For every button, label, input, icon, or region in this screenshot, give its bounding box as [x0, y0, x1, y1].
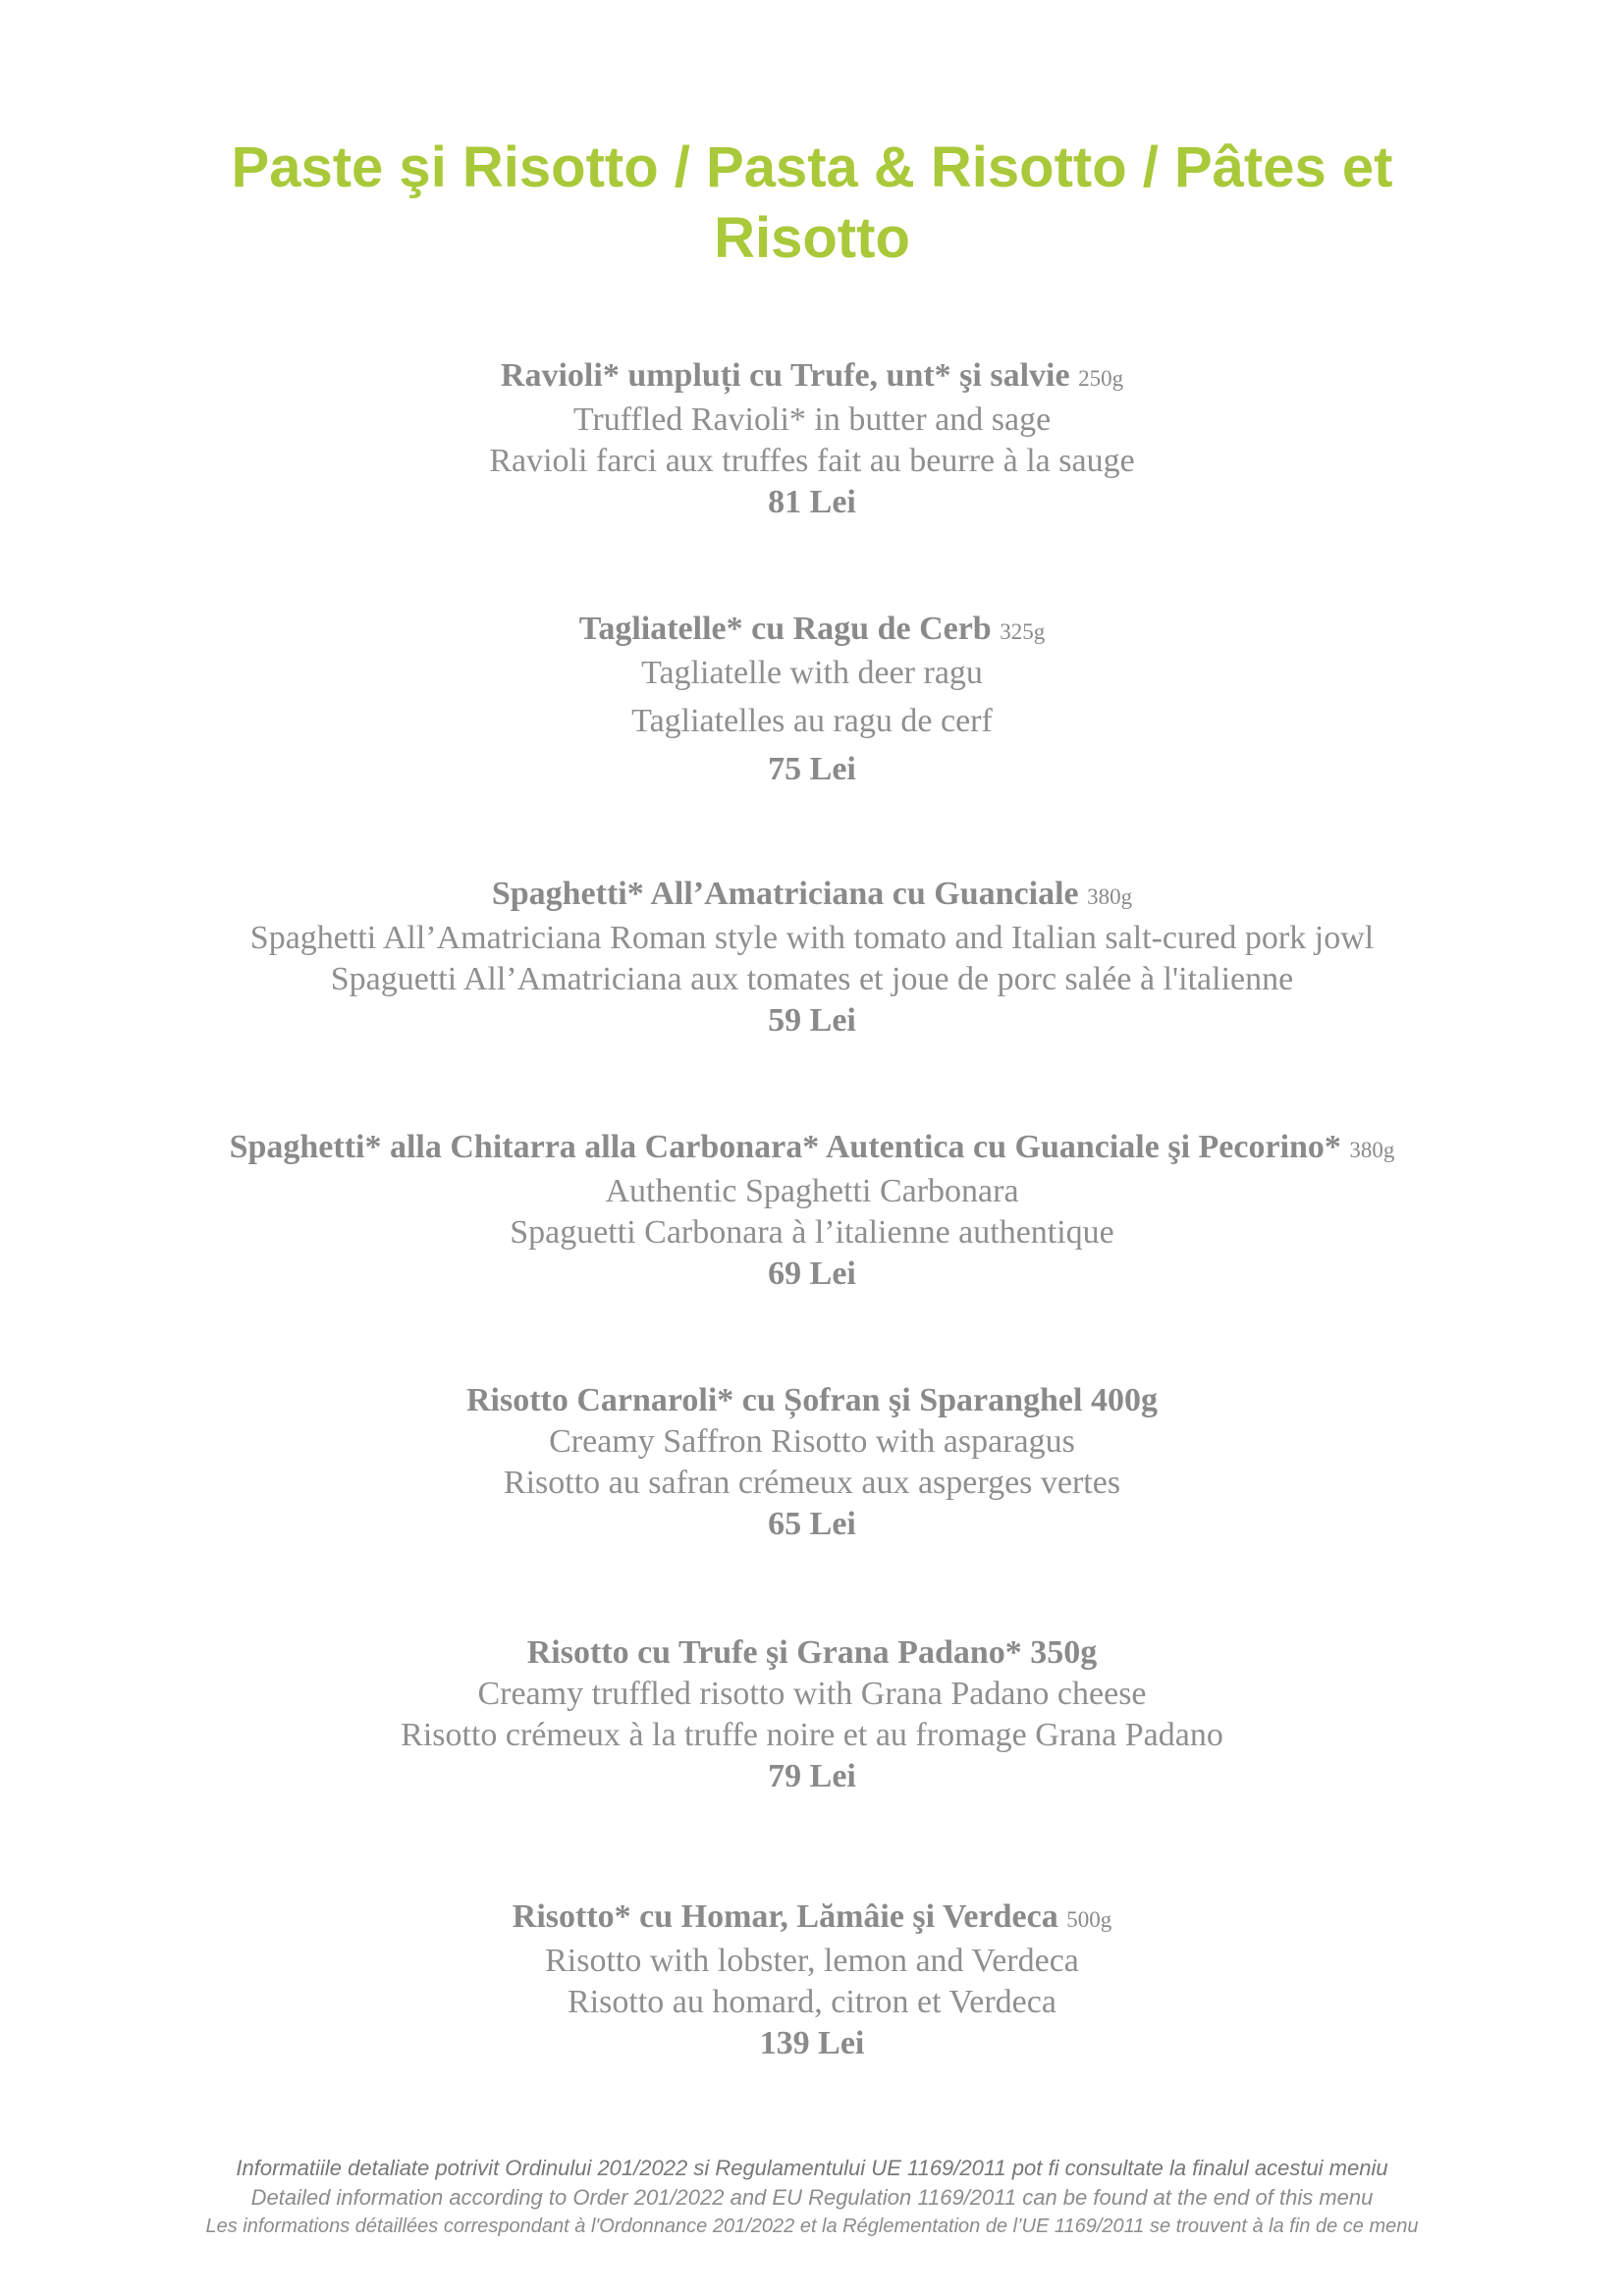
dish-name: Risotto Carnaroli* cu Șofran şi Sparanghel 400g [466, 1382, 1158, 1418]
dish-description-fr: Tagliatelles au ragu de cerf [631, 703, 993, 739]
dish-price: 139 Lei [759, 2025, 865, 2061]
dish-price: 65 Lei [768, 1506, 856, 1542]
dish-name: Spaghetti* alla Chitarra alla Carbonara* Autentica cu Guanciale şi Pecorino* 380g [229, 1129, 1395, 1165]
dish-price: 69 Lei [768, 1255, 856, 1292]
menu-item-saffron-risotto [0, 1380, 1624, 1545]
dish-weight: 250g [1078, 366, 1124, 391]
dish-name: Spaghetti* All’Amatriciana cu Guanciale 380g [491, 876, 1133, 912]
dish-description-en: Creamy truffled risotto with Grana Padano cheese [477, 1676, 1147, 1712]
dish-weight: 325g [1000, 619, 1046, 644]
dish-price: 75 Lei [768, 751, 856, 787]
page-title [0, 133, 1624, 274]
dish-price: 81 Lei [768, 484, 856, 520]
menu-item-tagliatelle [0, 609, 1624, 790]
dish-weight: 500g [1066, 1907, 1112, 1932]
menu-item-amatriciana [0, 874, 1624, 1041]
dish-description-fr: Risotto au safran crémeux aux asperges vertes [503, 1465, 1121, 1501]
allergen-info-footer [0, 2154, 1624, 2240]
dish-description-en: Authentic Spaghetti Carbonara [605, 1173, 1019, 1209]
page-title-line-1: Paste şi Risotto / Pasta & Risotto / Pâtes et [231, 135, 1393, 199]
dish-weight: 380g [1087, 884, 1133, 909]
footer-note-ro: Informatiile detaliate potrivit Ordinului 201/2022 si Regulamentului UE 1169/2011 pot fi consultate la finalul acestui meniu [236, 2156, 1388, 2180]
dish-weight: 380g [1349, 1138, 1395, 1162]
dish-description-en: Tagliatelle with deer ragu [641, 655, 983, 691]
dish-description-en: Spaghetti All’Amatriciana Roman style with tomato and Italian salt-cured pork jowl [249, 920, 1375, 956]
dish-name: Risotto* cu Homar, Lămâie şi Verdeca 500g [512, 1898, 1112, 1935]
footer-note-en: Detailed information according to Order 201/2022 and EU Regulation 1169/2011 can be found at the end of this menu [250, 2185, 1374, 2210]
dish-description-en: Risotto with lobster, lemon and Verdeca [545, 1943, 1079, 1979]
dish-description-fr: Spaguetti Carbonara à l’italienne authentique [510, 1214, 1114, 1251]
dish-name: Risotto cu Trufe şi Grana Padano* 350g [526, 1634, 1098, 1671]
dish-description-en: Truffled Ravioli* in butter and sage [572, 401, 1052, 438]
menu-item-carbonara [0, 1127, 1624, 1295]
dish-description-fr: Ravioli farci aux truffes fait au beurre à la sauge [489, 443, 1135, 479]
footer-note-fr: Les informations détaillées correspondant à l'Ordonnance 201/2022 et la Réglementation de l’UE 1169/2011 se trouvent à la fin de ce menu [205, 2216, 1419, 2237]
dish-name: Tagliatelle* cu Ragu de Cerb 325g [578, 611, 1046, 647]
menu-item-truffle-risotto [0, 1632, 1624, 1797]
menu-item-ravioli [0, 355, 1624, 523]
dish-description-fr: Risotto au homard, citron et Verdeca [568, 1984, 1056, 2020]
dish-name: Ravioli* umpluți cu Trufe, unt* şi salvie 250g [500, 357, 1124, 394]
menu-item-lobster-risotto [0, 1896, 1624, 2064]
dish-description-fr: Spaguetti All’Amatriciana aux tomates et joue de porc salée à l'italienne [330, 961, 1294, 997]
dish-price: 79 Lei [768, 1758, 856, 1794]
page-title-line-2: Risotto [714, 206, 910, 270]
dish-description-fr: Risotto crémeux à la truffe noire et au fromage Grana Padano [401, 1717, 1223, 1753]
dish-description-en: Creamy Saffron Risotto with asparagus [549, 1423, 1075, 1460]
dish-price: 59 Lei [768, 1002, 856, 1039]
